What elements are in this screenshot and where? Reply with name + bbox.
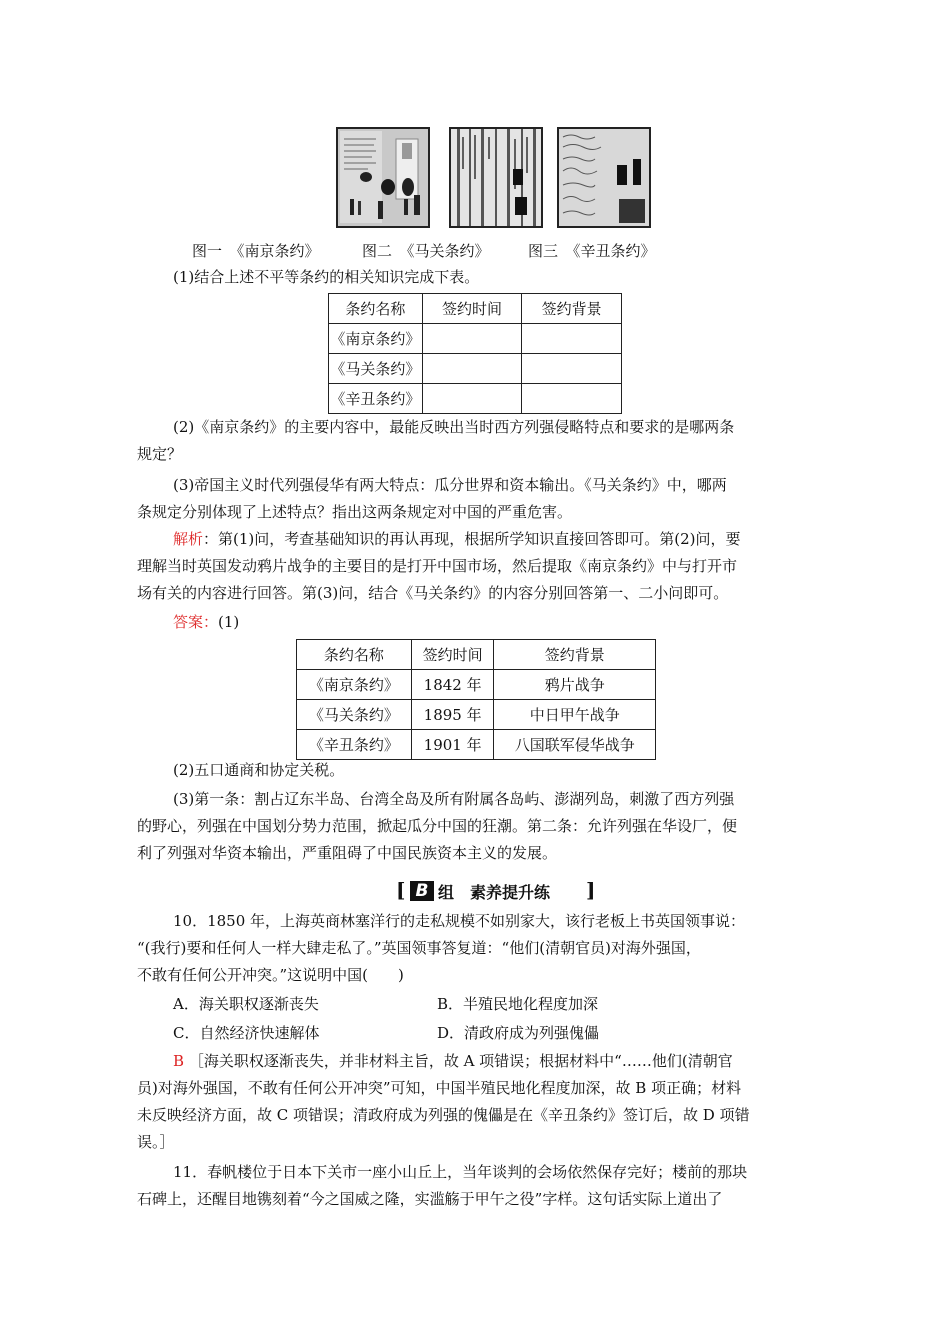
answer-treaty-table — [296, 639, 656, 760]
figure-caption-3: 图三 《辛丑条约》 — [528, 242, 656, 260]
question-10-explanation-line-1 — [173, 1051, 733, 1071]
answer-line-1 — [173, 612, 239, 632]
option-d: D．清政府成为列强傀儡 — [437, 1024, 600, 1042]
analysis-line-2: 理解当时英国发动鸦片战争的主要目的是打开中国市场，然后提取《南京条约》中与打开市 — [137, 557, 738, 575]
question-1: (1)结合上述不平等条约的相关知识完成下表。 — [173, 268, 480, 286]
sign-year-cell: 1901 年 — [411, 730, 494, 760]
question-10-explanation-line-4: 误。］ — [137, 1133, 175, 1151]
treaty-name-cell: 《马关条约》 — [329, 354, 423, 384]
question-10-explanation-line-3: 未反映经济方面，故 C 项错误；清政府成为列强的傀儡是在《辛丑条约》签订后，故 D 项错 — [137, 1106, 750, 1124]
nanjing-treaty-image — [336, 127, 430, 228]
table-row — [297, 670, 656, 700]
answer-part-2: (2)五口通商和协定关税。 — [173, 761, 345, 779]
option-c: C．自然经济快速解体 — [173, 1024, 320, 1042]
column-header: 签约背景 — [494, 640, 656, 670]
blank-cell — [522, 384, 622, 414]
treaty-name-cell: 《马关条约》 — [297, 700, 412, 730]
explanation-text: ［海关职权逐渐丧失，并非材料主旨，故 A 项错误；根据材料中“……他们(清朝官 — [188, 1052, 733, 1070]
table-row — [329, 354, 622, 384]
question-10-line-2: “(我行)要和任何人一样大肆走私了。”英国领事答复道：“他们(清朝官员)对海外强国， — [137, 939, 701, 957]
answer-letter: B — [173, 1052, 185, 1070]
answer-label: 答案： — [173, 613, 219, 631]
maguan-treaty-image — [449, 127, 543, 228]
column-header: 签约背景 — [522, 294, 622, 324]
question-2-line-1: (2)《南京条约》的主要内容中，最能反映出当时西方列强侵略特点和要求的是哪两条 — [173, 418, 735, 436]
blank-cell — [422, 384, 522, 414]
question-3-line-2: 条规定分别体现了上述特点？指出这两条规定对中国的严重危害。 — [137, 503, 573, 521]
blank-cell — [522, 324, 622, 354]
question-11-line-2: 石碑上，还醒目地镌刻着“今之国威之隆，实滥觞于甲午之役”字样。这句话实际上道出了 — [137, 1190, 723, 1208]
xinchou-treaty-image — [557, 127, 651, 228]
analysis-text: ：第(1)问，考查基础知识的再认再现，根据所学知识直接回答即可。第(2)问，要 — [203, 530, 741, 548]
column-header: 签约时间 — [411, 640, 494, 670]
sign-year-cell: 1842 年 — [411, 670, 494, 700]
answer-part-3-line-3: 利了列强对华资本输出，严重阻碍了中国民族资本主义的发展。 — [137, 844, 558, 862]
question-11-line-1: 11．春帆楼位于日本下关市一座小山丘上，当年谈判的会场依然保存完好；楼前的那块 — [173, 1163, 748, 1181]
table-header-row — [329, 294, 622, 324]
blank-cell — [422, 324, 522, 354]
table-row — [329, 384, 622, 414]
option-b: B．半殖民地化程度加深 — [437, 995, 599, 1013]
blank-treaty-table — [328, 293, 622, 414]
figure-caption-2: 图二 《马关条约》 — [362, 242, 490, 260]
sign-year-cell: 1895 年 — [411, 700, 494, 730]
banner-group-letter: B — [410, 881, 434, 901]
background-cell: 八国联军侵华战争 — [494, 730, 656, 760]
banner-title: 组 素养提升练 — [438, 883, 551, 902]
blank-cell — [422, 354, 522, 384]
figure-caption-1: 图一 《南京条约》 — [192, 242, 320, 260]
background-cell: 中日甲午战争 — [494, 700, 656, 730]
question-10-explanation-line-2: 员)对海外强国，不敢有任何公开冲突”可知，中国半殖民地化程度加深，故 B 项正确；材料 — [137, 1079, 742, 1097]
column-header: 条约名称 — [297, 640, 412, 670]
table-row — [329, 324, 622, 354]
option-a: A．海关职权逐渐丧失 — [173, 995, 319, 1013]
question-10-line-3: 不敢有任何公开冲突。”这说明中国( ) — [137, 966, 404, 984]
answer-part-3-line-1: (3)第一条：割占辽东半岛、台湾全岛及所有附属各岛屿、澎湖列岛，刺激了西方列强 — [173, 790, 735, 808]
table-header-row — [297, 640, 656, 670]
column-header: 签约时间 — [422, 294, 522, 324]
analysis-label: 解析 — [173, 530, 204, 548]
background-cell: 鸦片战争 — [494, 670, 656, 700]
answer-part-1: (1) — [218, 613, 240, 631]
analysis-line-1 — [173, 529, 741, 549]
treaty-name-cell: 《南京条约》 — [297, 670, 412, 700]
treaty-name-cell: 《辛丑条约》 — [297, 730, 412, 760]
question-3-line-1: (3)帝国主义时代列强侵华有两大特点：瓜分世界和资本输出。《马关条约》中，哪两 — [173, 476, 727, 494]
analysis-line-3: 场有关的内容进行回答。第(3)问，结合《马关条约》的内容分别回答第一、二小问即可。 — [137, 584, 729, 602]
banner-close-bracket: ] — [586, 878, 596, 902]
section-banner — [396, 880, 600, 902]
table-row — [297, 700, 656, 730]
treaty-name-cell: 《南京条约》 — [329, 324, 423, 354]
question-10-line-1: 10．1850 年，上海英商林塞洋行的走私规模不如别家大，该行老板上书英国领事说： — [173, 912, 746, 930]
column-header: 条约名称 — [329, 294, 423, 324]
banner-open-bracket: [ — [396, 878, 406, 902]
treaty-name-cell: 《辛丑条约》 — [329, 384, 423, 414]
blank-cell — [522, 354, 622, 384]
table-row — [297, 730, 656, 760]
answer-part-3-line-2: 的野心，列强在中国划分势力范围，掀起瓜分中国的狂潮。第二条：允许列强在华设厂，便 — [137, 817, 738, 835]
question-2-line-2: 规定？ — [137, 445, 183, 463]
